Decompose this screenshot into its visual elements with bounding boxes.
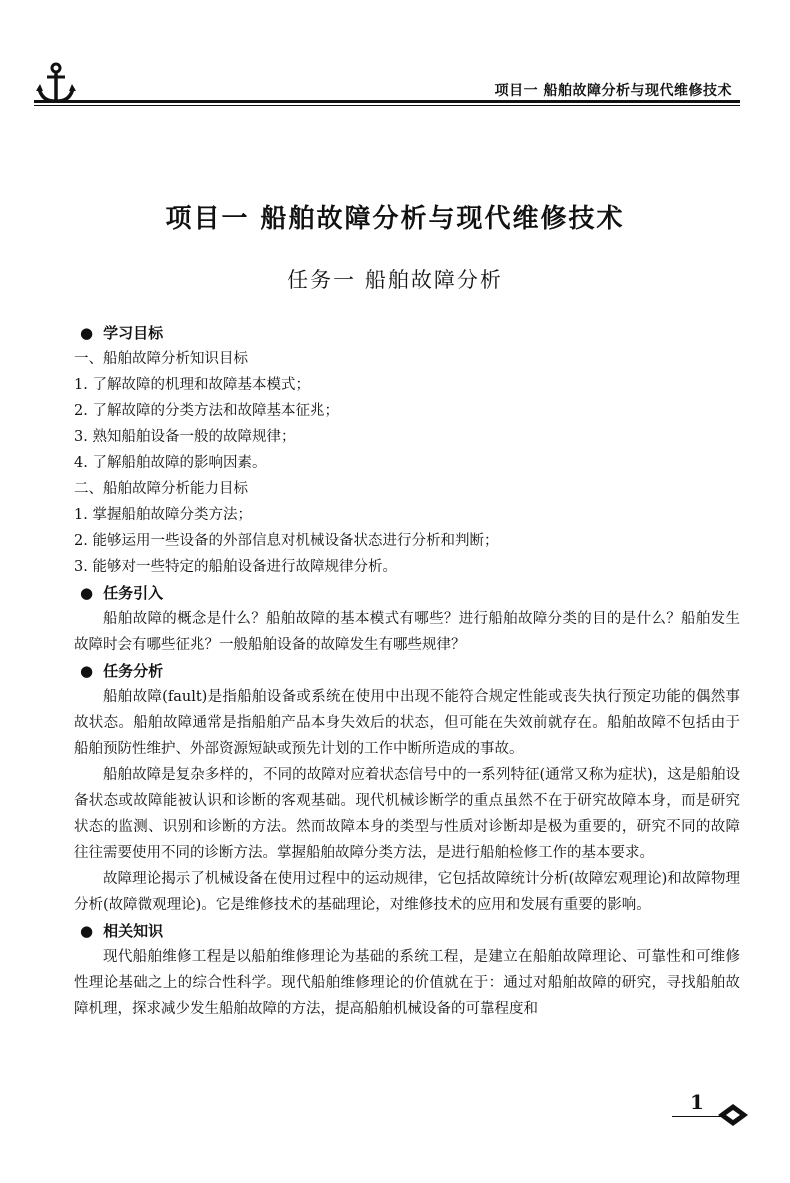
header-rule-thin xyxy=(34,105,740,106)
ability-goals-title: 二、船舶故障分析能力目标 xyxy=(74,481,248,497)
section-heading-knowledge: ● 相关知识 xyxy=(80,922,164,940)
bullet-icon: ● xyxy=(80,324,94,342)
analysis-paragraph: 船舶故障是复杂多样的，不同的故障对应着状态信号中的一系列特征(通常又称为症状)，这是船舶设备状态或故障能被认识和诊断的客观基础。现代机械诊断学的重点虽然不在于研究故障本身，而是研究状态的监测、识别和诊断的方法。然而故障本身的类型与性质对诊断却是极为重要的，研究不同的故障往往需要使用不同的诊断方法。掌握船舶故障分类方法，是进行船舶检修工作的基本要求。 xyxy=(74,767,740,861)
section-heading-objectives: ● 学习目标 xyxy=(80,324,164,342)
list-item: 4. 了解船舶故障的影响因素。 xyxy=(74,455,267,471)
section-heading-analysis: ● 任务分析 xyxy=(80,662,164,680)
page-marker-icon xyxy=(716,1102,750,1128)
list-item: 3. 熟知船舶设备一般的故障规律； xyxy=(74,429,296,445)
page-title: 项目一 船舶故障分析与现代维修技术 xyxy=(165,204,625,234)
analysis-paragraph: 故障理论揭示了机械设备在使用过程中的运动规律，它包括故障统计分析(故障宏观理论)和故障物理分析(故障微观理论)。它是维修技术的基础理论，对维修技术的应用和发展有重要的影响。 xyxy=(74,871,740,913)
analysis-paragraph: 船舶故障(fault)是指船舶设备或系统在使用中出现不能符合规定性能或丧失执行预定功能的偶然事故状态。船舶故障通常是指船舶产品本身失效后的状态，但可能在失效前就存在。船舶故障不包括由于船舶预防性维护、外部资源短缺或预先计划的工作中断所造成的事故。 xyxy=(74,689,740,757)
list-item: 3. 能够对一些特定的船舶设备进行故障规律分析。 xyxy=(74,559,397,575)
footer-rule xyxy=(672,1116,722,1117)
header-rule-thick xyxy=(34,100,740,103)
task-title: 任务一 船舶故障分析 xyxy=(287,268,503,292)
intro-paragraph: 船舶故障的概念是什么？船舶故障的基本模式有哪些？进行船舶故障分类的目的是什么？船舶发生故障时会有哪些征兆？一般船舶设备的故障发生有哪些规律？ xyxy=(74,611,740,653)
list-item: 1. 了解故障的机理和故障基本模式； xyxy=(74,377,310,393)
bullet-icon: ● xyxy=(80,662,94,680)
list-item: 2. 了解故障的分类方法和故障基本征兆； xyxy=(74,403,339,419)
bullet-icon: ● xyxy=(80,922,94,940)
list-item: 2. 能够运用一些设备的外部信息对机械设备状态进行分析和判断； xyxy=(74,533,499,549)
running-header xyxy=(34,60,740,106)
knowledge-goals-title: 一、船舶故障分析知识目标 xyxy=(74,351,248,367)
page-number: 1 xyxy=(690,1090,704,1114)
header-title: 项目一 船舶故障分析与现代维修技术 xyxy=(494,83,732,99)
list-item: 1. 掌握船舶故障分类方法； xyxy=(74,507,252,523)
section-heading-intro: ● 任务引入 xyxy=(80,584,164,602)
page-content xyxy=(74,320,740,1022)
bullet-icon: ● xyxy=(80,584,94,602)
knowledge-paragraph: 现代船舶维修工程是以船舶维修理论为基础的系统工程，是建立在船舶故障理论、可靠性和可维修性理论基础之上的综合性科学。现代船舶维修理论的价值就在于：通过对船舶故障的研究，寻找船舶故障机理，探求减少发生船舶故障的方法，提高船舶机械设备的可靠程度和 xyxy=(74,949,740,1017)
